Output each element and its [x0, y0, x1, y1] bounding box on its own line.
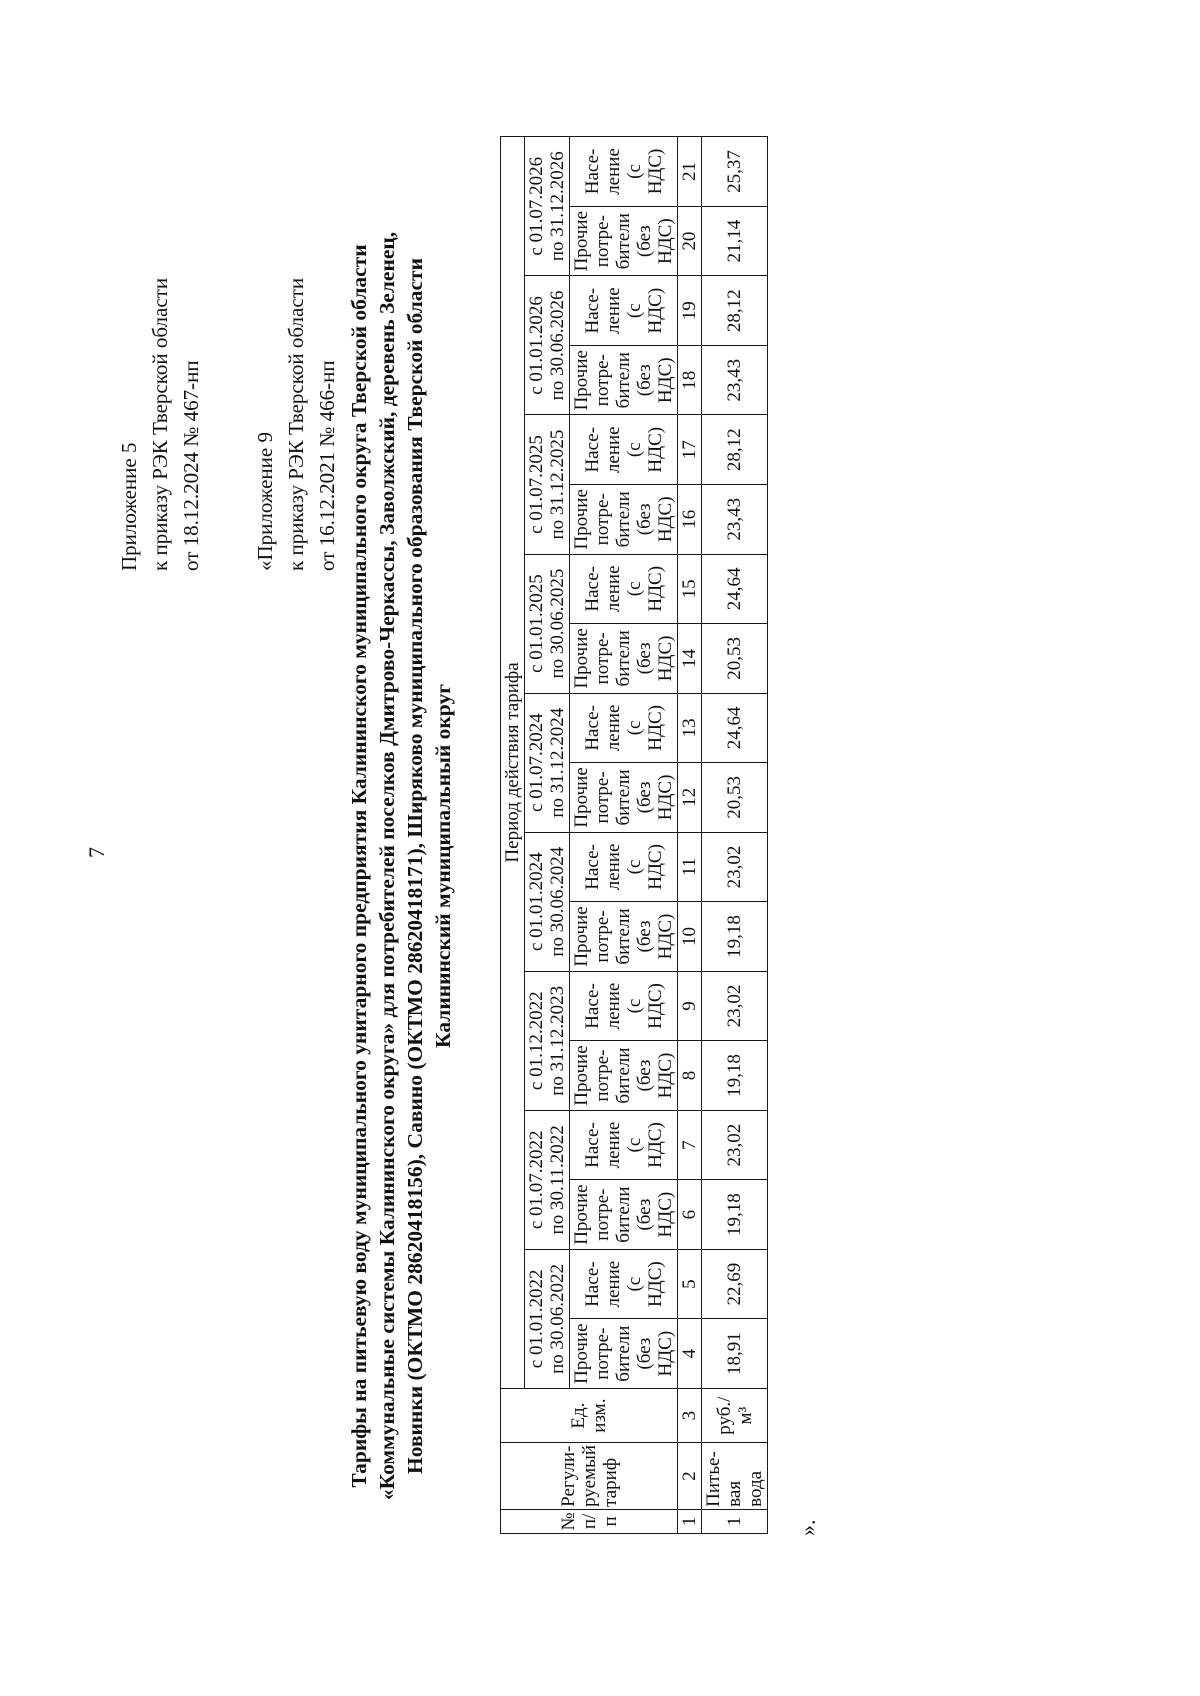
period-from: с 01.01.2026 — [526, 296, 547, 395]
header-row-consumers — [570, 137, 678, 1534]
appendix-block-old — [250, 278, 343, 571]
appendix-old-line1: «Приложение 9 — [253, 432, 277, 571]
table-row — [702, 137, 768, 1534]
subheader-population: Насе-ление (с НДС) — [570, 1110, 678, 1180]
period-from: с 01.01.2024 — [526, 852, 547, 952]
column-number: 20 — [678, 206, 702, 276]
header-row-dates — [525, 137, 570, 1534]
appendix-new-line1: Приложение 5 — [117, 442, 141, 571]
period-cell — [525, 276, 570, 415]
subheader-others: Прочие потре-бители (без НДС) — [570, 1319, 678, 1389]
header-tariff: Регули-руемый тариф — [501, 1443, 678, 1510]
subheader-others: Прочие потре-бители (без НДС) — [570, 1180, 678, 1250]
column-number: 17 — [678, 415, 702, 485]
tariff-value-cell: 23,02 — [702, 1110, 768, 1180]
column-number: 1 — [678, 1509, 702, 1533]
header-unit: Ед. изм. — [501, 1388, 678, 1442]
subheader-others: Прочие потре-бители (без НДС) — [570, 1041, 678, 1111]
subheader-others: Прочие потре-бители (без НДС) — [570, 345, 678, 415]
title-line3: Новинки (ОКТМО 28620418156), Савино (ОКТМО 28620418171), Ширяково муниципального образования Тверской области — [403, 258, 427, 1474]
column-number: 21 — [678, 137, 702, 207]
tariff-value-cell: 24,64 — [702, 693, 768, 763]
tariff-value-cell: 23,02 — [702, 971, 768, 1041]
period-from: с 01.07.2025 — [526, 435, 547, 534]
period-cell — [525, 1110, 570, 1249]
tariff-value-cell: 18,91 — [702, 1319, 768, 1389]
header-num: № п/п — [501, 1509, 678, 1533]
period-from: с 01.12.2022 — [526, 991, 547, 1091]
subheader-population: Насе-ление (с НДС) — [570, 415, 678, 485]
row-tariff: Питье-вая вода — [702, 1443, 768, 1510]
column-number: 4 — [678, 1319, 702, 1389]
tariff-value-cell: 28,12 — [702, 276, 768, 346]
column-numbers-row — [678, 137, 702, 1534]
period-cell — [525, 1249, 570, 1388]
period-to: по 30.06.2026 — [547, 290, 568, 401]
tariff-value-cell: 22,69 — [702, 1249, 768, 1319]
period-to: по 30.11.2022 — [547, 1125, 568, 1235]
title-line4: Калининский муниципальный округ — [431, 684, 455, 1048]
closing-quote: ». — [795, 1519, 820, 1536]
period-to: по 31.12.2024 — [547, 707, 568, 818]
period-from: с 01.01.2025 — [526, 574, 547, 673]
column-number: 14 — [678, 624, 702, 694]
column-number: 13 — [678, 693, 702, 763]
column-number: 8 — [678, 1041, 702, 1111]
appendix-old-line3: от 16.12.2021 № 466-нп — [315, 360, 339, 571]
title-line1: Тарифы на питьевую воду муниципального унитарного предприятия Калининского муниципального округа Тверской области — [347, 244, 371, 1488]
tariff-table-body — [501, 137, 768, 1534]
appendix-block-new — [114, 278, 207, 571]
row-unit: руб./м³ — [702, 1388, 768, 1442]
appendix-new-line3: от 18.12.2024 № 467-нп — [179, 360, 203, 571]
column-number: 11 — [678, 832, 702, 902]
period-from: с 01.07.2026 — [526, 156, 547, 256]
column-number: 6 — [678, 1180, 702, 1250]
tariff-value-cell: 20,53 — [702, 624, 768, 694]
appendix-old-line2: к приказу РЭК Тверской области — [284, 277, 308, 571]
header-row-period — [501, 137, 525, 1534]
subheader-population: Насе-ление (с НДС) — [570, 554, 678, 624]
tariff-value-cell: 23,43 — [702, 345, 768, 415]
period-cell — [525, 693, 570, 832]
document-title — [345, 146, 457, 1586]
tariff-table — [500, 136, 768, 1534]
period-cell — [525, 137, 570, 276]
column-number: 15 — [678, 554, 702, 624]
page-number: 7 — [84, 847, 109, 858]
period-to: по 30.06.2025 — [547, 568, 568, 679]
period-to: по 31.12.2026 — [547, 151, 568, 262]
subheader-others: Прочие потре-бители (без НДС) — [570, 902, 678, 972]
column-number: 2 — [678, 1443, 702, 1510]
period-to: по 31.12.2025 — [547, 429, 568, 540]
subheader-others: Прочие потре-бители (без НДС) — [570, 206, 678, 276]
tariff-value-cell: 19,18 — [702, 1180, 768, 1250]
subheader-others: Прочие потре-бители (без НДС) — [570, 624, 678, 694]
period-from: с 01.07.2022 — [526, 1130, 547, 1230]
tariff-value-cell: 25,37 — [702, 137, 768, 207]
column-number: 19 — [678, 276, 702, 346]
column-number: 5 — [678, 1249, 702, 1319]
period-to: по 30.06.2022 — [547, 1263, 568, 1374]
period-cell — [525, 554, 570, 693]
tariff-value-cell: 20,53 — [702, 763, 768, 833]
header-period: Период действия тарифа — [501, 137, 525, 1389]
title-line2: «Коммунальные системы Калининского округа» для потребителей поселков Дмитрово-Черкассы, Заволжский, деревень Зеленец, — [375, 231, 399, 1501]
column-number: 3 — [678, 1388, 702, 1442]
column-number: 10 — [678, 902, 702, 972]
period-to: по 31.12.2023 — [547, 985, 568, 1096]
column-number: 16 — [678, 485, 702, 555]
subheader-others: Прочие потре-бители (без НДС) — [570, 485, 678, 555]
period-cell — [525, 415, 570, 554]
tariff-value-cell: 21,14 — [702, 206, 768, 276]
subheader-population: Насе-ление (с НДС) — [570, 276, 678, 346]
tariff-value-cell: 19,18 — [702, 902, 768, 972]
tariff-value-cell: 23,02 — [702, 832, 768, 902]
column-number: 9 — [678, 971, 702, 1041]
tariff-value-cell: 19,18 — [702, 1041, 768, 1111]
period-to: по 30.06.2024 — [547, 846, 568, 957]
subheader-population: Насе-ление (с НДС) — [570, 693, 678, 763]
column-number: 18 — [678, 345, 702, 415]
column-number: 7 — [678, 1110, 702, 1180]
appendix-new-line2: к приказу РЭК Тверской области — [148, 277, 172, 571]
tariff-value-cell: 23,43 — [702, 485, 768, 555]
period-from: с 01.07.2024 — [526, 713, 547, 812]
subheader-population: Насе-ление (с НДС) — [570, 1249, 678, 1319]
tariff-value-cell: 28,12 — [702, 415, 768, 485]
subheader-population: Насе-ление (с НДС) — [570, 137, 678, 207]
period-cell — [525, 971, 570, 1110]
column-number: 12 — [678, 763, 702, 833]
period-from: с 01.01.2022 — [526, 1269, 547, 1369]
row-num: 1 — [702, 1509, 768, 1533]
subheader-population: Насе-ление (с НДС) — [570, 971, 678, 1041]
subheader-population: Насе-ление (с НДС) — [570, 832, 678, 902]
subheader-others: Прочие потре-бители (без НДС) — [570, 763, 678, 833]
tariff-value-cell: 24,64 — [702, 554, 768, 624]
period-cell — [525, 832, 570, 971]
